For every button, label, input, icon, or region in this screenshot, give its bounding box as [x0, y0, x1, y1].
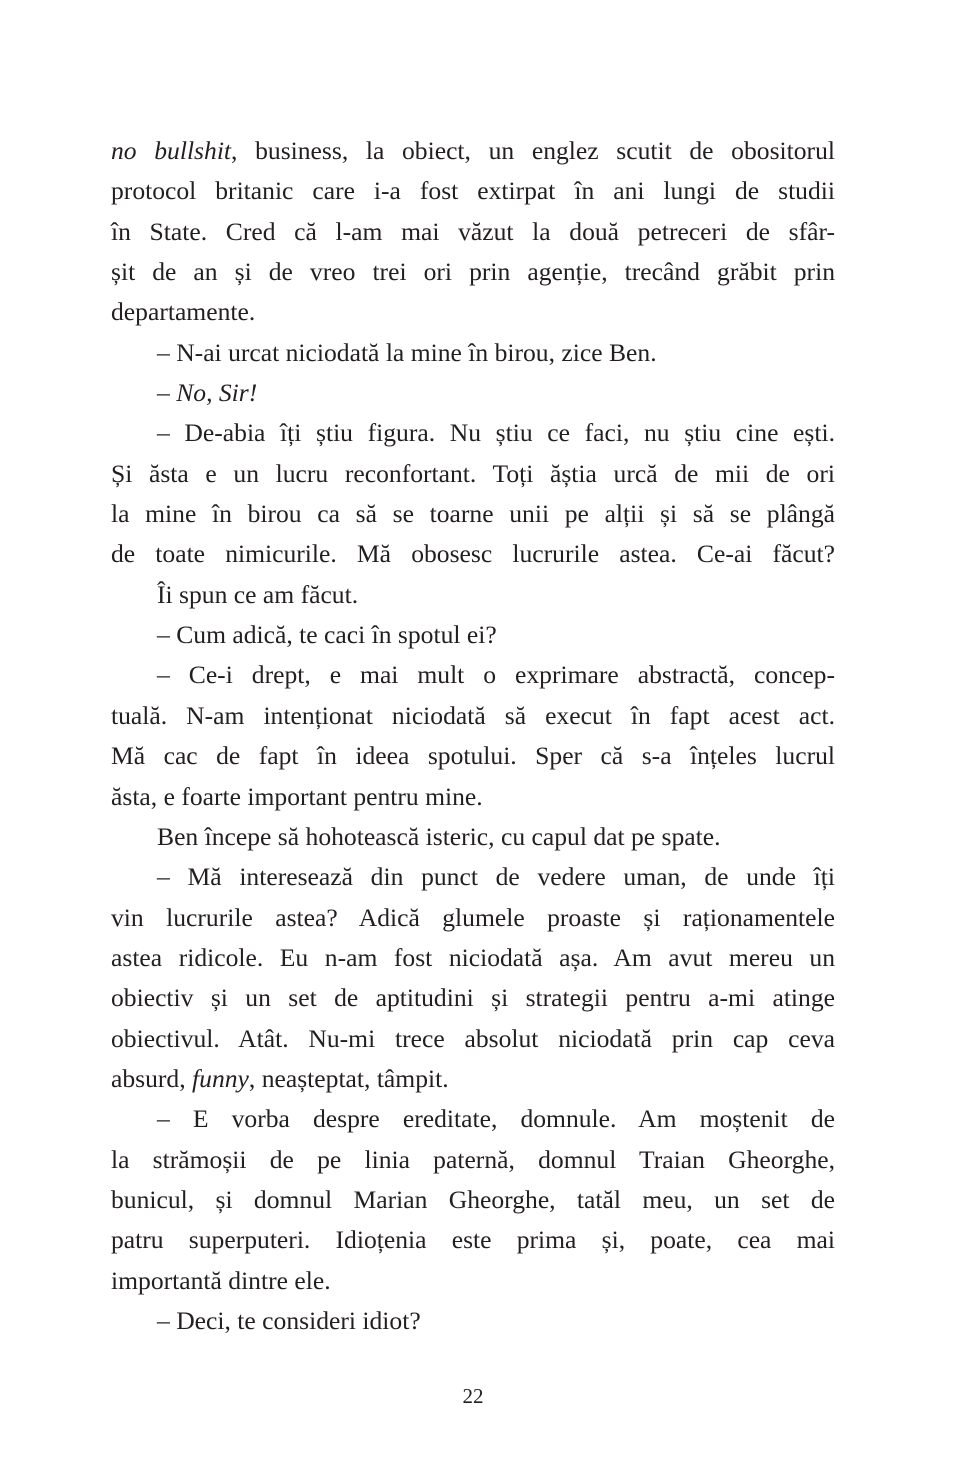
- text-line: [111, 1261, 835, 1301]
- text-line: [111, 1099, 835, 1139]
- text-run: Și ăsta e un lucru reconfortant. Toți ăștia urcă de mii de ori: [111, 458, 835, 488]
- text-line: [111, 898, 835, 938]
- text-run: departamente.: [111, 297, 256, 327]
- text-run: astea ridicole. Eu n-am fost niciodată așa. Am avut mereu un: [111, 942, 835, 972]
- text-line: [111, 292, 835, 332]
- text-line: [111, 655, 835, 695]
- text-run: obiectivul. Atât. Nu-mi trece absolut niciodată prin cap ceva: [111, 1023, 835, 1053]
- italic-text: funny: [192, 1063, 249, 1093]
- text-run: ăsta, e foarte important pentru mine.: [111, 781, 483, 811]
- text-line: [111, 1019, 835, 1059]
- text-line: [111, 736, 835, 776]
- text-run: obiectiv și un set de aptitudini și strategii pentru a-mi atinge: [111, 983, 835, 1013]
- italic-text: No, Sir!: [176, 378, 258, 408]
- text-run: protocol britanic care i-a fost extirpat în ani lungi de studii: [111, 176, 835, 206]
- text-line: [111, 1140, 835, 1180]
- text-run: la strămoșii de pe linia paternă, domnul Traian Gheorghe,: [111, 1144, 835, 1174]
- italic-text: no bullshit: [111, 136, 232, 165]
- text-run: în State. Cred că l-am mai văzut la două petreceri de sfâr-: [111, 216, 835, 246]
- text-run: , neașteptat, tâmpit.: [248, 1063, 449, 1093]
- text-line: [111, 454, 835, 494]
- text-run: , business, la obiect, un englez scutit de obositorul: [231, 136, 835, 165]
- text-run: vin lucrurile astea? Adică glumele proaste și raționamentele: [111, 902, 835, 932]
- text-run: patru superputeri. Idioțenia este prima și, poate, cea mai: [111, 1225, 835, 1255]
- text-run: bunicul, și domnul Marian Gheorghe, tatăl meu, un set de: [111, 1184, 835, 1214]
- text-line: [111, 978, 835, 1018]
- text-line: [111, 534, 835, 574]
- text-line: [111, 696, 835, 736]
- text-run: absurd,: [111, 1063, 193, 1093]
- text-run: – Cum adică, te caci în spotul ei?: [157, 620, 497, 650]
- text-line: [111, 777, 835, 817]
- text-line: [111, 1220, 835, 1260]
- text-line: [111, 252, 835, 292]
- text-line: [111, 333, 835, 373]
- text-run: tuală. N-am intenționat niciodată să execut în fapt acest act.: [111, 700, 835, 730]
- text-line: [111, 413, 835, 453]
- text-run: – E vorba despre ereditate, domnule. Am moștenit de: [157, 1104, 835, 1134]
- text-line: [111, 212, 835, 252]
- text-run: șit de an și de vreo trei ori prin agenție, trecând grăbit prin: [111, 257, 835, 287]
- text-run: de toate nimicurile. Mă obosesc lucrurile astea. Ce-ai făcut?: [111, 539, 835, 569]
- text-run: Mă cac de fapt în ideea spotului. Sper că s-a înțeles lucrul: [111, 741, 835, 771]
- text-run: la mine în birou ca să se toarne unii pe alții și să se plângă: [111, 499, 835, 529]
- text-line: [111, 1059, 835, 1099]
- text-run: importantă dintre ele.: [111, 1265, 331, 1295]
- text-line: [111, 171, 835, 211]
- text-line: [111, 373, 835, 413]
- text-line: [111, 494, 835, 534]
- text-run: –: [157, 378, 177, 408]
- text-line: [111, 938, 835, 978]
- text-run: Ben începe să hohotească isteric, cu capul dat pe spate.: [157, 821, 721, 851]
- page-number: 22: [462, 1384, 484, 1408]
- text-line: [111, 857, 835, 897]
- text-line: [111, 1301, 835, 1341]
- text-run: – N-ai urcat niciodată la mine în birou, zice Ben.: [157, 337, 657, 367]
- text-line: [111, 131, 835, 171]
- text-line: [111, 817, 835, 857]
- page-body-text: [111, 131, 835, 1341]
- text-run: – Mă interesează din punct de vedere uman, de unde îți: [157, 862, 835, 892]
- text-run: – Ce-i drept, e mai mult o exprimare abstractă, concep-: [157, 660, 835, 690]
- text-line: [111, 1180, 835, 1220]
- text-run: – De-abia îți știu figura. Nu știu ce faci, nu știu cine ești.: [157, 418, 835, 448]
- text-line: [111, 575, 835, 615]
- text-run: Îi spun ce am făcut.: [157, 579, 359, 609]
- text-line: [111, 615, 835, 655]
- text-run: – Deci, te consideri idiot?: [157, 1305, 421, 1335]
